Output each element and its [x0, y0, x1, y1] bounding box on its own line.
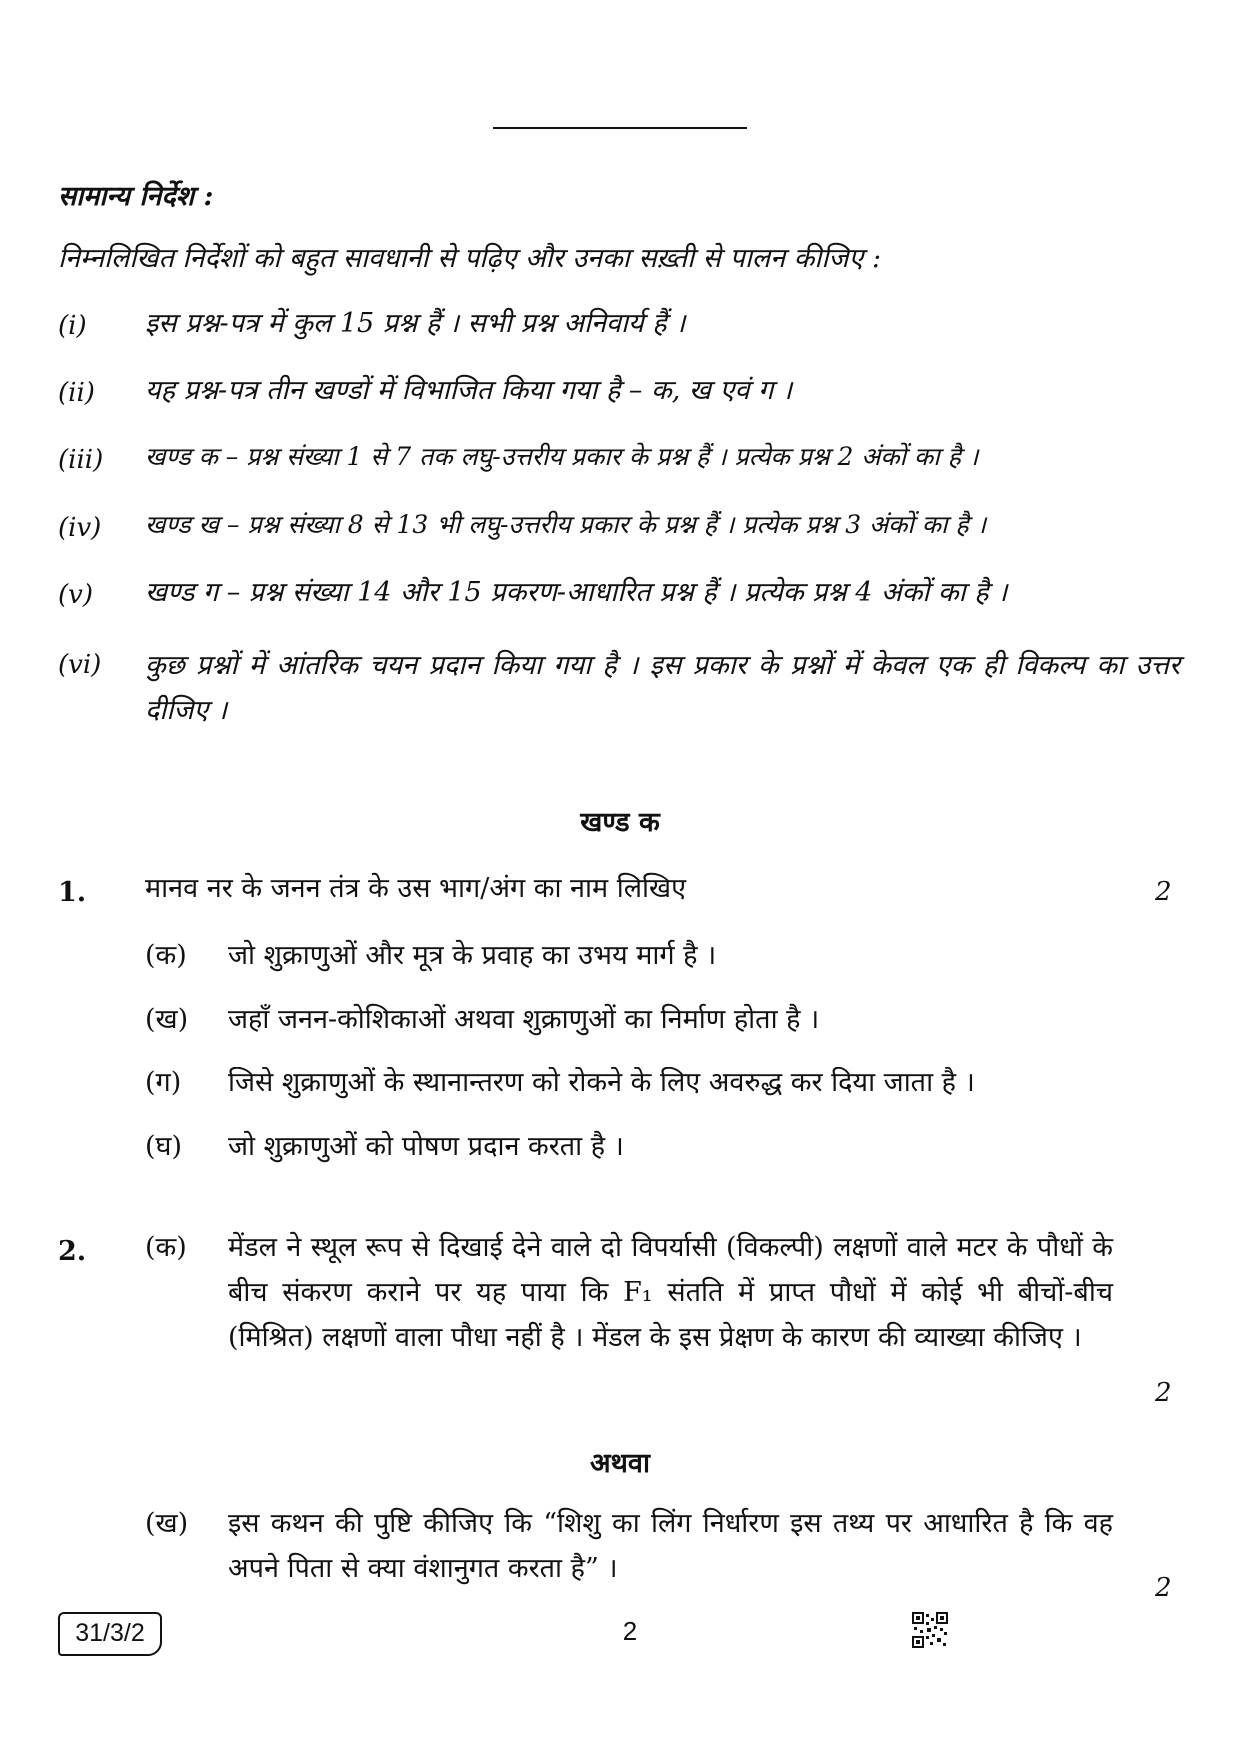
marks: 2 — [1155, 877, 1172, 907]
part-label: (ग) — [145, 1067, 182, 1098]
instruction-text: खण्ड क – प्रश्न संख्या 1 से 7 तक लघु-उत्तरीय प्रकार के प्रश्न हैं । प्रत्येक प्रश्न 2 अंकों का है । — [145, 442, 979, 471]
instruction-num: (iii) — [58, 445, 104, 475]
question-text: मानव नर के जनन तंत्र के उस भाग/अंग का नाम लिखिए — [145, 873, 687, 904]
part-label: (ख) — [145, 1004, 189, 1035]
instruction-num: (iv) — [58, 513, 102, 543]
part-text: मेंडल ने स्थूल रूप से दिखाई देने वाले दो विपर्यासी (विकल्पी) लक्षणों वाले मटर के पौधों के बीच संकरण कराने पर यह पाया कि F₁ संतति में प्राप्त पौधों में कोई भी बीचों-बीच (मिश्रित) लक्षणों वाला पौधा नहीं है । मेंडल के इस प्रेक्षण के कारण की व्याख्या कीजिए । — [228, 1232, 1113, 1353]
part-text: जो शुक्राणुओं और मूत्र के प्रवाह का उभय मार्ग है । — [228, 940, 717, 971]
qr-code-icon — [912, 1612, 948, 1648]
page-number: 2 — [622, 1616, 638, 1646]
top-rule — [493, 127, 747, 129]
question-number: 1. — [58, 877, 87, 908]
instructions-heading: सामान्य निर्देश : — [58, 181, 214, 212]
instruction-text: खण्ड ग – प्रश्न संख्या 14 और 15 प्रकरण-आधारित प्रश्न हैं । प्रत्येक प्रश्न 4 अंकों का है । — [145, 577, 1008, 608]
instruction-text: कुछ प्रश्नों में आंतरिक चयन प्रदान किया गया है । इस प्रकार के प्रश्नों में केवल एक ही विकल्प का उत्तर दीजिए । — [145, 650, 1180, 726]
part-text: इस कथन की पुष्टि कीजिए कि “शिशु का लिंग निर्धारण इस तथ्य पर आधारित है कि वह अपने पिता से क्या वंशानुगत करता है” । — [228, 1508, 1113, 1584]
instruction-num: (ii) — [58, 378, 95, 408]
section-title: खण्ड क — [580, 807, 660, 838]
part-label: (ख) — [145, 1508, 189, 1539]
instructions-intro: निम्नलिखित निर्देशों को बहुत सावधानी से पढ़िए और उनका सख़्ती से पालन कीजिए : — [58, 243, 882, 274]
instruction-text: खण्ड ख – प्रश्न संख्या 8 से 13 भी लघु-उत्तरीय प्रकार के प्रश्न हैं । प्रत्येक प्रश्न 3 अंकों का है । — [145, 510, 987, 539]
or-label: अथवा — [590, 1448, 650, 1479]
instruction-num: (i) — [58, 311, 87, 341]
part-text: जहाँ जनन-कोशिकाओं अथवा शुक्राणुओं का निर्माण होता है । — [228, 1004, 820, 1035]
instruction-num: (vi) — [58, 650, 102, 680]
part-label: (क) — [145, 940, 187, 971]
paper-code: 31/3/2 — [58, 1612, 162, 1656]
part-text: जिसे शुक्राणुओं के स्थानान्तरण को रोकने के लिए अवरुद्ध कर दिया जाता है । — [228, 1067, 975, 1098]
marks: 2 — [1155, 1573, 1172, 1603]
part-label: (घ) — [145, 1131, 183, 1162]
marks: 2 — [1155, 1378, 1172, 1408]
question-number: 2. — [58, 1236, 87, 1267]
part-label: (क) — [145, 1232, 187, 1263]
part-text: जो शुक्राणुओं को पोषण प्रदान करता है । — [228, 1131, 624, 1162]
instruction-text: यह प्रश्न-पत्र तीन खण्डों में विभाजित किया गया है – क, ख एवं ग । — [145, 375, 793, 406]
instruction-num: (v) — [58, 580, 93, 610]
instruction-text: इस प्रश्न-पत्र में कुल 15 प्रश्न हैं । सभी प्रश्न अनिवार्य हैं । — [145, 308, 686, 339]
